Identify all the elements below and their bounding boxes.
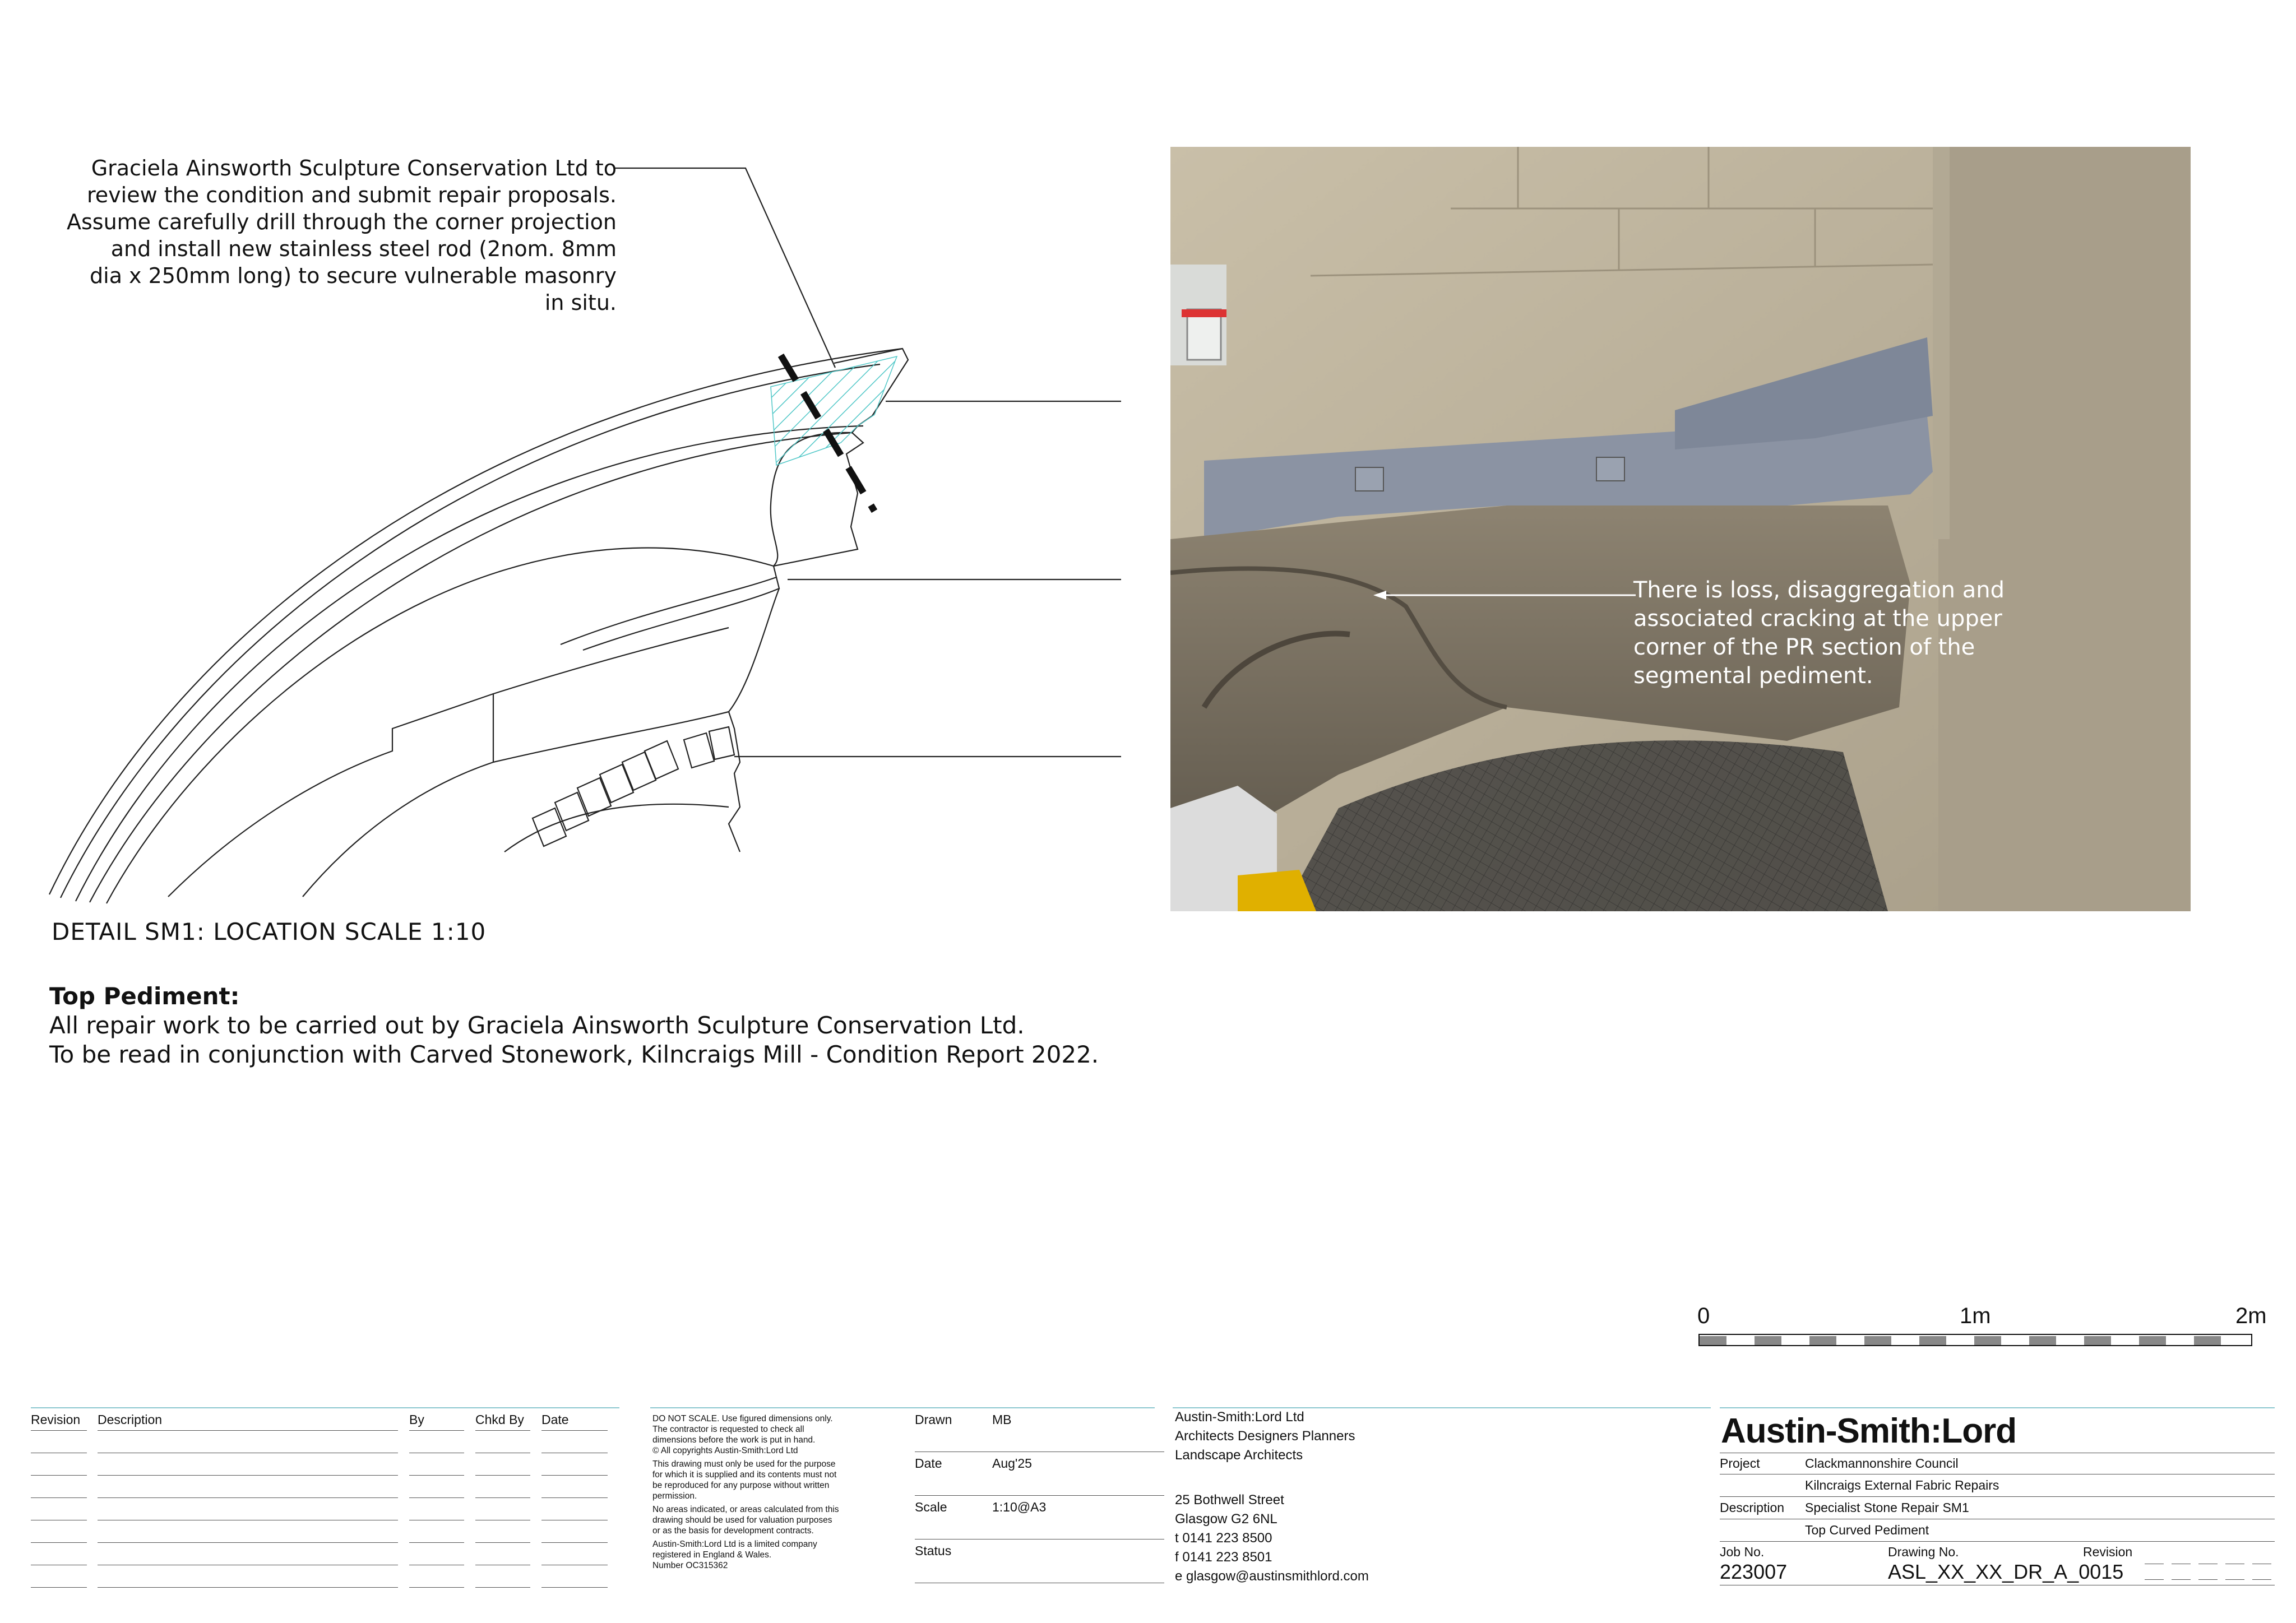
pediment-line-1: All repair work to be carried out by Graciela Ainsworth Sculpture Conservation Ltd.: [49, 1012, 1025, 1039]
description-value-2: Top Curved Pediment: [1805, 1523, 1929, 1537]
cornice-arc-4: [90, 433, 852, 902]
scale-bar: [1698, 1334, 2253, 1347]
disclaimer-text: DO NOT SCALE. Use figured dimensions only. The contractor is requested to check all dimensions before the work is put in hand. © All copyrights Austin-Smith:Lord Ltd This drawing must only be used for the purpose for which it is supplied and its contents must not be reproduced for any purpose without written permission. No areas indicated, or areas calculated from this drawing should be used for valuation purposes or as the basis for development contracts. Austin-Smith:Lord Ltd is a limited company registered in England & Wales. Number OC315362: [652, 1414, 839, 1570]
drawing-no-value: ASL_XX_XX_DR_A_0015: [1888, 1560, 2124, 1583]
section-drawing: [0, 0, 1155, 919]
pediment-heading: Top Pediment:: [49, 982, 240, 1010]
scale-label: Scale: [915, 1500, 947, 1514]
pediment-line-2: To be read in conjunction with Carved Stonework, Kilncraigs Mill - Condition Report 2022.: [49, 1041, 1099, 1068]
pediment-notes: [49, 982, 1099, 1069]
status-label: Status: [915, 1543, 952, 1558]
dentil-blocks: [533, 727, 734, 846]
description-label: Description: [1720, 1500, 1785, 1515]
job-no-label: Job No.: [1720, 1545, 1765, 1559]
photo-annotation: There is loss, disaggregation and associated cracking at the upper corner of the PR section of the segmental pediment.: [1633, 577, 2005, 689]
date-header: Date: [541, 1412, 569, 1427]
chkd-by-header: Chkd By: [475, 1412, 524, 1427]
drawing-no-label: Drawing No.: [1888, 1545, 1959, 1559]
project-client: Clackmannonshire Council: [1805, 1456, 1959, 1471]
detail-title: DETAIL SM1: LOCATION SCALE 1:10: [52, 918, 487, 945]
site-photo: [1170, 147, 2191, 911]
cornice-arc-3: [76, 426, 863, 901]
revision-header: Revision: [31, 1412, 81, 1427]
drawn-label: Drawn: [915, 1412, 952, 1427]
by-header: By: [409, 1412, 424, 1427]
job-no-value: 223007: [1720, 1560, 1788, 1583]
drawn-value: MB: [992, 1412, 1012, 1427]
description-value-1: Specialist Stone Repair SM1: [1805, 1500, 1969, 1515]
company-logo: Austin-Smith:Lord: [1721, 1412, 2017, 1450]
scale-label-1m: 1m: [1960, 1304, 1991, 1328]
project-label: Project: [1720, 1456, 1760, 1471]
scale-value: 1:10@A3: [992, 1500, 1047, 1514]
company-info: Austin-Smith:Lord Ltd Architects Designers Planners Landscape Architects: [1175, 1409, 1355, 1463]
project-name: Kilncraigs External Fabric Repairs: [1805, 1478, 1999, 1492]
revision-label: Revision: [2083, 1545, 2133, 1559]
annotation-note: Graciela Ainsworth Sculpture Conservation Ltd to review the condition and submit repair proposals. Assume carefully drill through the corner projection and install new stainless steel rod (2nom. 8mm dia x 250mm long) to secure vulnerable masonry in situ.: [66, 156, 617, 315]
scale-label-2m: 2m: [2235, 1304, 2267, 1328]
date-label: Date: [915, 1456, 942, 1471]
description-header: Description: [98, 1412, 163, 1427]
date-value: Aug'25: [992, 1456, 1032, 1471]
office-address: 25 Bothwell Street Glasgow G2 6NL t 0141 223 8500 f 0141 223 8501 e glasgow@austinsmithlord.com: [1175, 1492, 1369, 1584]
scale-label-0: 0: [1697, 1304, 1710, 1328]
